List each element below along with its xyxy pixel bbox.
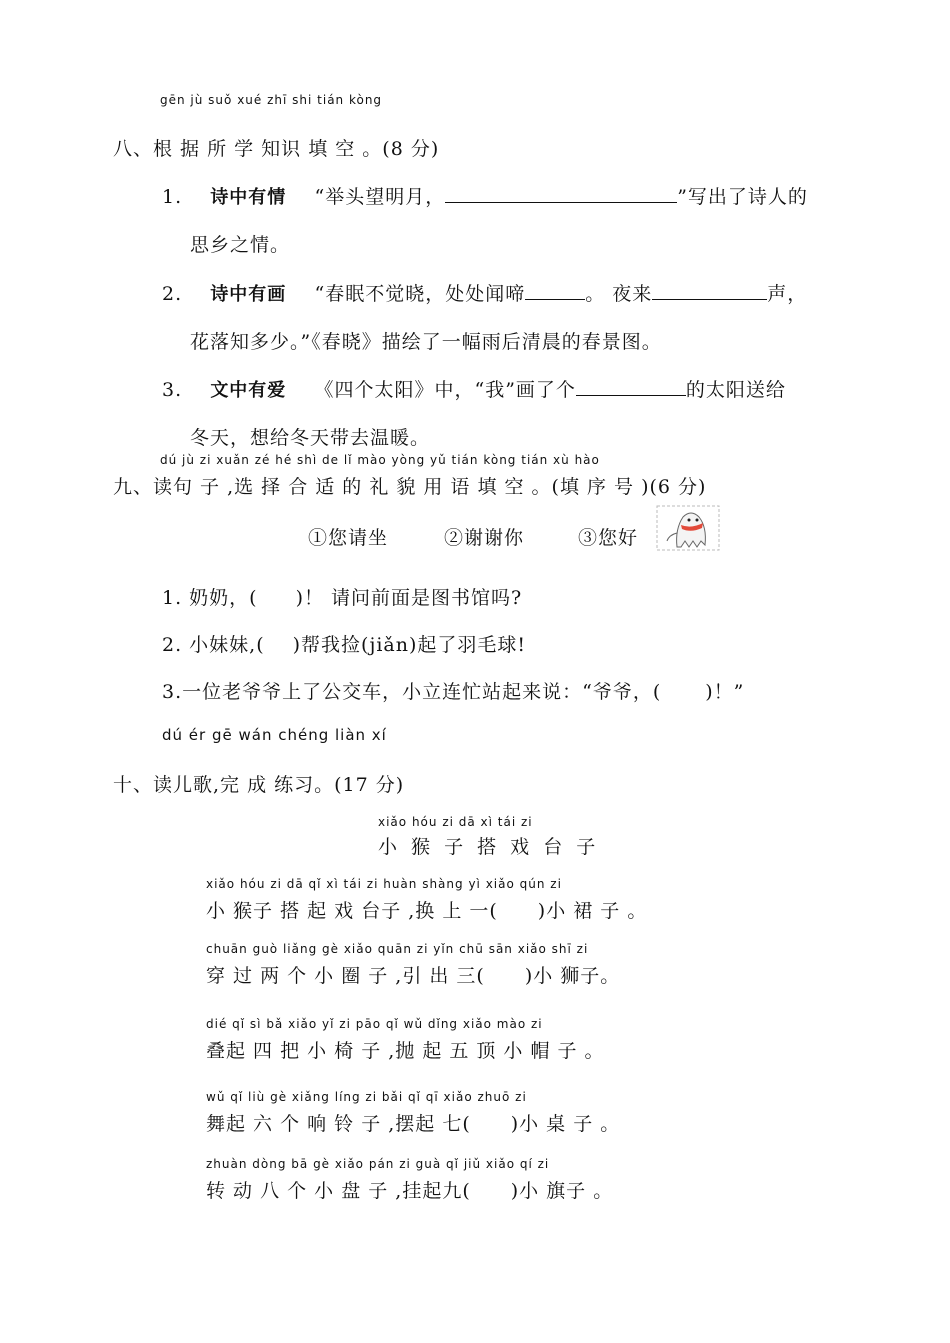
section-10-pinyin: dú ér gē wán chéng liàn xí: [162, 726, 387, 744]
q3-continuation: 冬天，想给冬天带去温暖。: [190, 427, 431, 449]
q1-text-before: “举头望明月，: [314, 186, 446, 208]
s9-item-3: [162, 677, 744, 704]
poem-line-2-pinyin: chuān guò liǎng gè xiǎo quān zi yǐn chū sān xiǎo shī zi: [206, 942, 589, 956]
s8-q2: [162, 279, 807, 306]
q3-number: 3.: [162, 379, 183, 401]
poem-line-3: 叠起 四 把 小 椅 子 ,抛 起 五 顶 小 帽 子 。: [206, 1040, 605, 1062]
poem-line-4-after: )小 桌 子 。: [510, 1113, 621, 1135]
option-3: ③您好: [578, 527, 639, 549]
q1-continuation: 思乡之情。: [190, 234, 291, 256]
poem-line-2-before: 穿 过 两 个 小 圈 子 ,引 出 三(: [206, 965, 485, 987]
q2-blank-2[interactable]: [652, 281, 767, 300]
option-1: ①您请坐: [308, 527, 389, 549]
poem-line-5-before: 转 动 八 个 小 盘 子 ,挂起九(: [206, 1180, 471, 1202]
poem-line-5: [206, 1176, 613, 1203]
s9-item-1-before: 1. 奶奶，(: [162, 587, 258, 609]
poem-line-2-after: )小 狮子。: [524, 965, 621, 987]
q3-blank[interactable]: [576, 377, 686, 396]
q2-number: 2.: [162, 283, 183, 305]
q2-text-before: “春眠不觉晓，处处闻啼: [314, 283, 526, 305]
s8-q1: [162, 182, 808, 209]
ghost-mascot-icon: [655, 503, 721, 553]
poem-line-1-after: )小 裙 子 。: [537, 900, 648, 922]
section-9-pinyin: dú jù zi xuǎn zé hé shì de lǐ mào yòng yǔ tián kòng tián xù hào: [160, 453, 600, 467]
poem-line-4: [206, 1109, 620, 1136]
poem-title: 小 猴 子 搭 戏 台 子: [378, 836, 600, 858]
q3-text-before: 《四个太阳》中，“我”画了个: [314, 379, 576, 401]
q1-blank[interactable]: [445, 184, 677, 203]
section-9-heading: 九、读句 子 ,选 择 合 适 的 礼 貌 用 语 填 空 。(填 序 号 )(6 分): [113, 476, 707, 498]
q2-blank-1[interactable]: [525, 281, 585, 300]
q3-label: 文中有爱: [210, 380, 287, 401]
s9-item-2-after: )帮我捡(jiǎn)起了羽毛球!: [292, 634, 527, 656]
poem-line-1-before: 小 猴子 搭 起 戏 台子 ,换 上 一(: [206, 900, 498, 922]
poem-line-4-before: 舞起 六 个 响 铃 子 ,摆起 七(: [206, 1113, 471, 1135]
s9-item-1-after: )！ 请问前面是图书馆吗?: [295, 587, 523, 609]
q2-label: 诗中有画: [210, 284, 287, 305]
q2-text-after: 声，: [767, 283, 808, 305]
option-2: ②谢谢你: [444, 527, 525, 549]
q3-text-after: 的太阳送给: [685, 379, 786, 401]
top-pinyin: gēn jù suǒ xué zhī shi tián kòng: [160, 93, 383, 107]
poem-line-1-pinyin: xiǎo hóu zi dā qǐ xì tái zi huàn shàng yì xiǎo qún zi: [206, 877, 562, 891]
poem-title-pinyin: xiǎo hóu zi dā xì tái zi: [378, 815, 533, 829]
s9-item-2: [162, 630, 526, 657]
s8-q3: [162, 375, 786, 402]
section-8-heading: 八、根 据 所 学 知识 填 空 。(8 分): [113, 138, 440, 160]
poem-line-4-pinyin: wǔ qǐ liù gè xiǎng líng zi bǎi qǐ qī xiǎo zhuō zi: [206, 1090, 527, 1104]
s9-item-3-after: )！”: [705, 681, 745, 703]
poem-line-1: [206, 896, 647, 923]
s9-item-1: [162, 583, 522, 610]
q2-text-mid: 。 夜来: [585, 283, 653, 305]
q2-continuation: 花落知多少。”《春晓》描绘了一幅雨后清晨的春景图。: [190, 331, 662, 353]
poem-line-5-pinyin: zhuàn dòng bā gè xiǎo pán zi guà qǐ jiǔ xiǎo qí zi: [206, 1157, 550, 1171]
q1-label: 诗中有情: [210, 187, 287, 208]
s9-item-3-before: 3.一位老爷爷上了公交车，小立连忙站起来说：“爷爷，(: [162, 681, 662, 703]
poem-line-5-after: )小 旗子 。: [510, 1180, 614, 1202]
s9-item-2-before: 2. 小妹妹,(: [162, 634, 265, 656]
poem-line-2: [206, 961, 620, 988]
q1-text-after: ”写出了诗人的: [677, 186, 808, 208]
poem-line-3-pinyin: dié qǐ sì bǎ xiǎo yǐ zi pāo qǐ wǔ dǐng xiǎo mào zi: [206, 1017, 543, 1031]
q1-number: 1.: [162, 186, 183, 208]
section-10-heading: 十、读儿歌,完 成 练习。(17 分): [113, 774, 405, 796]
